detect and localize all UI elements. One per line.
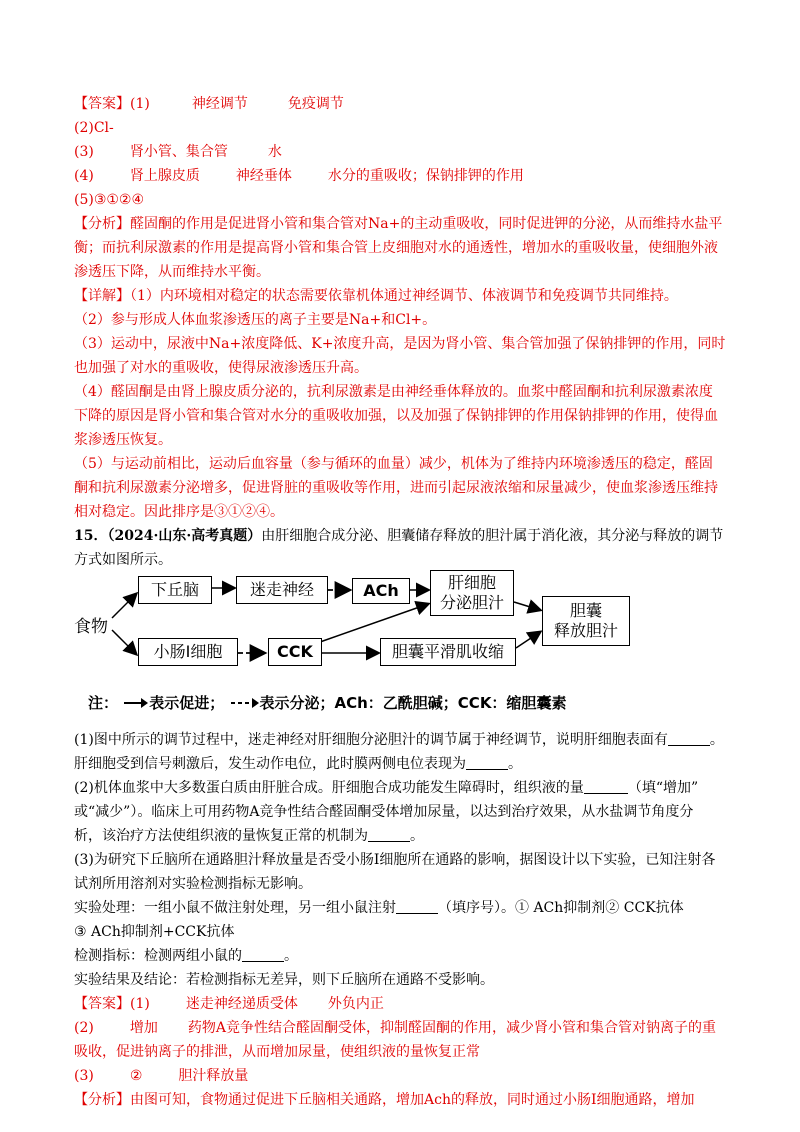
answer15-line-4: (3) ② 胆汁释放量 [74, 1068, 249, 1084]
detail-line-4: 也加强了对水的重吸收，使得尿液渗透压升高。 [74, 360, 368, 376]
sub3-line-1: (3)为研究下丘脑所在通路胆汁释放量是否受小肠Ⅰ细胞所在通路的影响，据图设计以下实验，已知注射各 [74, 852, 716, 868]
sub1-line-1: (1)图中所示的调节过程中，迷走神经对肝细胞分泌胆汁的调节属于神经调节，说明肝细胞表面有 。 [74, 728, 726, 752]
sub3-line-5: 检测指标：检测两组小鼠的 。 [74, 944, 726, 968]
diagram-legend: 注： 表示促进； 表示分泌；ACh：乙酰胆碱；CCK：缩胆囊素 [88, 694, 567, 712]
detail-line-3: （3）运动中，尿液中Na+浓度降低、K+浓度升高，是因为肾小管、集合管加强了保钠排钾的作用，同时 [74, 336, 726, 352]
sub2-line-3: 析，该治疗方法使组织液的量恢复正常的机制为 。 [74, 824, 726, 848]
analysis-line-2: 衡；而抗利尿激素的作用是提高肾小管和集合管上皮细胞对水的通透性，增加水的重吸收量，使细胞外液 [74, 240, 718, 256]
answer-blank [466, 753, 508, 770]
question-15-stem-2: 方式如图所示。 [74, 552, 172, 568]
analysis-line-3: 渗透压下降，从而维持水平衡。 [74, 264, 270, 280]
hypothalamus-box: 下丘脑 [138, 576, 212, 604]
answer-line-5: (5)③①②④ [74, 192, 145, 208]
solid-arrow-icon [123, 697, 149, 709]
food-label: 食物 [74, 617, 108, 637]
answer-line-4: (4) 肾上腺皮质 神经垂体 水分的重吸收；保钠排钾的作用 [74, 168, 524, 184]
detail-line-2: （2）参与形成人体血浆渗透压的离子主要是Na+和Cl+。 [74, 312, 437, 328]
answer-blank [242, 945, 284, 962]
liver-cell-box: 肝细胞 分泌胆汁 [430, 570, 514, 616]
smooth-muscle-box: 胆囊平滑肌收缩 [380, 638, 516, 666]
arrow-food-hypothalamus [112, 594, 136, 618]
sub2-line-1: (2)机体血浆中大多数蛋白质由肝脏合成。肝细胞合成功能发生障碍时，组织液的量 （填“增加” [74, 776, 726, 800]
arrow-food-intestine [112, 630, 136, 654]
analysis-line-1: 【分析】醛固酮的作用是促进肾小管和集合管对Na+的主动重吸收，同时促进钾的分泌，从而维持水盐平 [74, 216, 723, 232]
answer15-line-3: 吸收，促进钠离子的排泄，从而增加尿量，使组织液的量恢复正常 [74, 1044, 480, 1060]
detail-line-1: 【详解】（1）内环境相对稳定的状态需要依靠机体通过神经调节、体液调节和免疫调节共同维持。 [74, 288, 678, 304]
ach-box: ACh [352, 578, 410, 604]
detail-line-6: 下降的原因是肾小管和集合管对水分的重吸收加强，以及加强了保钠排钾的作用保钠排钾的作用，使得血 [74, 408, 718, 424]
sub1-line-2: 肝细胞受到信号刺激后，发生动作电位，此时膜两侧电位表现为 。 [74, 752, 726, 776]
arrow-cck-liver [320, 604, 428, 642]
detail-line-8: （5）与运动前相比，运动后血容量（参与循环的血量）减少，机体为了维持内环境渗透压的稳定，醛固 [74, 456, 713, 472]
dashed-arrow-icon [230, 697, 260, 709]
answer-tag: 【答案】 [74, 96, 130, 112]
sub3-line-2: 试剂所用溶剂对实验检测指标无影响。 [74, 876, 312, 892]
answer-line-3: (3) 肾小管、集合管 水 [74, 144, 282, 160]
cck-box: CCK [268, 638, 322, 666]
detail-line-5: （4）醛固酮是由肾上腺皮质分泌的，抗利尿激素是由神经垂体释放的。血浆中醛固酮和抗利尿激素浓度 [74, 384, 713, 400]
gallbladder-box: 胆囊 释放胆汁 [542, 596, 630, 646]
detail-line-10: 相对稳定。因此排序是③①②④。 [74, 504, 284, 520]
answer-blank [584, 777, 628, 794]
answer-blank [368, 825, 410, 842]
sub3-line-6: 实验结果及结论：若检测指标无差异，则下丘脑所在通路不受影响。 [74, 972, 494, 988]
regulation-diagram [74, 573, 726, 726]
sub2-line-2: 或“减少”）。临床上可用药物A竞争性结合醛固酮受体增加尿量，以达到治疗效果，从水盐调节角度分 [74, 804, 694, 820]
vagus-nerve-box: 迷走神经 [236, 576, 328, 604]
detail-line-9: 酮和抗利尿激素分泌增多，促进肾脏的重吸收等作用，进而引起尿液浓缩和尿量减少，使血浆渗透压维持 [74, 480, 718, 496]
detail-line-7: 浆渗透压恢复。 [74, 432, 172, 448]
arrow-liver-gallbladder [514, 602, 540, 610]
question-15-stem-1: 15．（2024·山东·高考真题）由肝细胞合成分泌、胆囊储存释放的胆汁属于消化液，其分泌与释放的调节 [74, 528, 724, 544]
intestine-cell-box: 小肠Ⅰ细胞 [138, 638, 238, 666]
answer15-line-1: 【答案】(1) 迷走神经递质受体 外负内正 [74, 996, 384, 1012]
sub3-line-4: ③ ACh抑制剂+CCK抗体 [74, 924, 235, 940]
answer-line-1: 【答案】(1) 神经调节 免疫调节 [74, 96, 344, 112]
document-page [74, 92, 726, 1112]
arrow-muscle-gallbladder [516, 632, 540, 648]
analysis15-line-1: 【分析】由图可知，食物通过促进下丘脑相关通路，增加Ach的释放，同时通过小肠Ⅰ细胞通路，增加 [74, 1092, 695, 1108]
answer-blank [396, 897, 438, 914]
sub3-line-3: 实验处理：一组小鼠不做注射处理，另一组小鼠注射 （填序号）。① ACh抑制剂② CCK抗体 [74, 896, 726, 920]
answer15-line-2: (2) 增加 药物A竞争性结合醛固酮受体，抑制醛固酮的作用，减少肾小管和集合管对钠离子的重 [74, 1020, 716, 1036]
answer-line-2: (2)Cl- [74, 120, 114, 136]
answer-blank [668, 729, 710, 746]
